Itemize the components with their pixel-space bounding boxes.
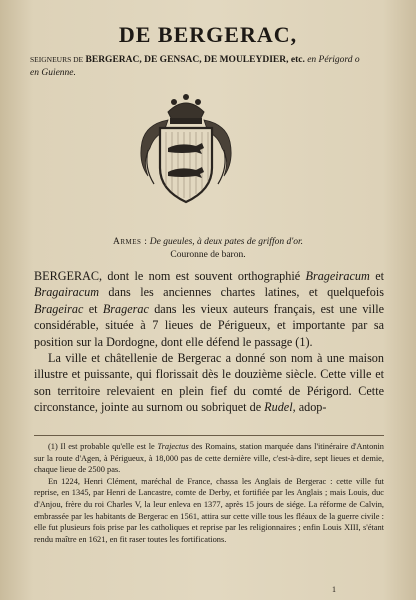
arms-crown: Couronne de baron. [170, 250, 246, 260]
arms-blazon: De gueules, à deux pates de griffon d'or. [149, 237, 304, 247]
text-run: des Romains, station marquée dans l'itinéraire d'Antonin sur la route d'Agen, à Périgueux, à 18,000 pas de cette dernière ville, c'est-à-dire, sept lieues et demie, chaque lieue de 2500 pas. [34, 442, 384, 475]
footnote-2: En 1224, Henri Clément, maréchal de France, chassa les Anglais de Bergerac : cette ville fut reprise, en 1345, par Henri de Lancastre, comte de Derby, et fortifiée par les Anglais ; mais Louis, duc d'Anjou, frère du roi Charles V, la leur enleva en 1377, après 15 jours de siége. La réforme de Calvin, embrassée par les habitants de Bergerac en 1561, attira sur cette ville tous les fléaux de la guerre civile : elle fut plusieurs fois prise par les catholiques et reprise par les religionnaires ; enfin Louis XIII, s'étant rendu maître en 1621, en fit raser toutes les fortifications. [34, 476, 384, 544]
text-run: La ville et châtellenie de Bergerac a donné son nom à une maison illustre et puissante, qui florissait dès le douzième siècle. Cette ville et son territoire relevaient en plein fief du comté de Périgord. Cette circonstance, jointe au surnom ou sobriquet de [34, 351, 384, 415]
text-run: dont le nom est souvent orthographié [102, 269, 306, 283]
lordships-line2: en Guienne. [30, 68, 76, 78]
text-run: dans les anciennes chartes latines, et quelquefois [99, 285, 384, 300]
text-run: et [83, 301, 103, 316]
lordships-lead: SEIGNEURS DE [30, 55, 84, 64]
lordships-names: BERGERAC, DE GENSAC, DE MOULEYDIER, etc. [85, 55, 305, 65]
latin-variant: Bragairacum [34, 285, 99, 300]
latin-variant: Brageiracum [305, 269, 370, 283]
coat-of-arms-icon [134, 90, 238, 208]
text-run: et [369, 269, 384, 283]
surname: Rudel, [264, 400, 296, 415]
french-variant: Brageirac [34, 301, 84, 316]
text-run: (1) Il est probable qu'elle est le [48, 442, 158, 451]
paragraph-1 [34, 268, 384, 350]
page-title: DE BERGERAC, [118, 22, 298, 47]
page-number: 1 [332, 585, 336, 594]
footnotes [34, 441, 384, 545]
latin-name: Trajectus [157, 442, 189, 451]
footnote-1 [34, 441, 384, 476]
footnote-divider [34, 435, 384, 436]
main-text [34, 268, 384, 416]
lordships-line [30, 53, 400, 80]
lordships-location: en Périgord [307, 55, 353, 65]
text-run: dans les vieux auteurs français, est une ville considérable, située à 7 lieues de Périgueux, et importante par sa position sur la Dordogne, dont elle défend le passage (1). [34, 301, 385, 349]
arms-caption [20, 236, 396, 262]
place-name: BERGERAC, [34, 269, 103, 283]
lordships-suffix: o [354, 55, 360, 65]
paragraph-2 [34, 350, 384, 416]
text-run: adop- [295, 400, 327, 415]
french-variant: Bragerac [102, 301, 149, 316]
arms-label: Armes : [112, 237, 148, 247]
